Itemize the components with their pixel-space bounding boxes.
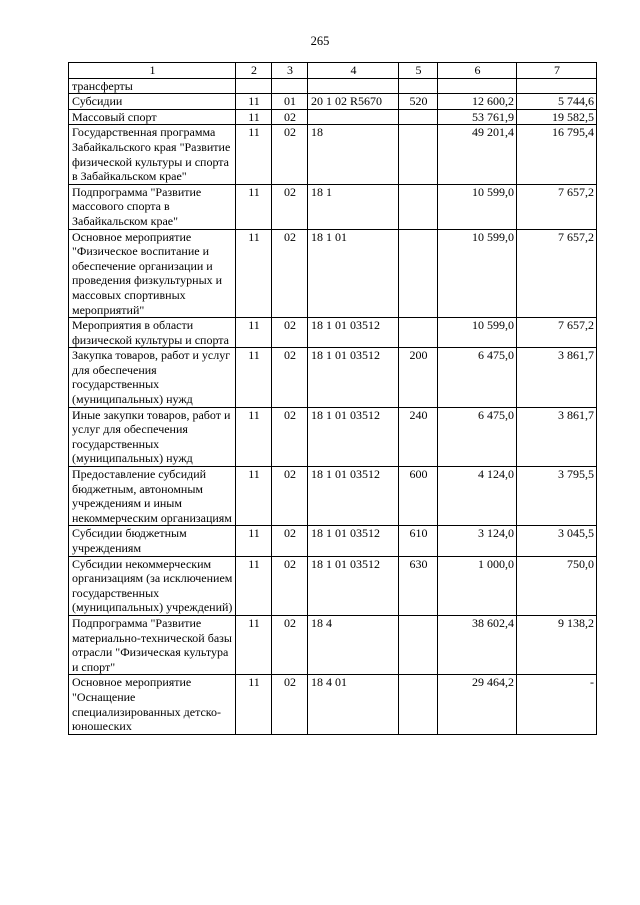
row-section: 11 [236,556,272,615]
row-subsection: 02 [272,467,308,526]
column-header: 2 [236,63,272,79]
row-section: 11 [236,94,272,110]
table-row [69,184,597,229]
row-name: Массовый спорт [69,109,236,125]
row-amount-col6: 6 475,0 [438,348,517,407]
row-amount-col7: 19 582,5 [517,109,597,125]
row-section: 11 [236,526,272,556]
row-amount-col6: 29 464,2 [438,675,517,734]
row-amount-col7: 7 657,2 [517,318,597,348]
row-amount-col6: 38 602,4 [438,615,517,674]
row-expense-type [399,675,438,734]
column-header: 5 [399,63,438,79]
row-amount-col7: 3 795,5 [517,467,597,526]
row-amount-col6: 49 201,4 [438,125,517,184]
row-target-code: 18 1 01 03512 [308,526,399,556]
row-subsection: 01 [272,94,308,110]
row-subsection: 02 [272,526,308,556]
row-expense-type [399,184,438,229]
row-subsection: 02 [272,675,308,734]
row-name: Субсидии [69,94,236,110]
row-expense-type [399,318,438,348]
row-target-code: 18 1 [308,184,399,229]
row-target-code: 18 4 01 [308,675,399,734]
page-number: 265 [310,34,330,48]
row-amount-col6: 10 599,0 [438,318,517,348]
row-subsection: 02 [272,556,308,615]
row-section: 11 [236,675,272,734]
row-amount-col7: 3 861,7 [517,407,597,466]
row-expense-type [399,109,438,125]
table-row [69,318,597,348]
column-header: 3 [272,63,308,79]
row-amount-col7: 16 795,4 [517,125,597,184]
table-row [69,229,597,318]
row-subsection: 02 [272,318,308,348]
row-amount-col7 [517,78,597,94]
row-target-code: 18 1 01 03512 [308,348,399,407]
row-subsection: 02 [272,125,308,184]
row-name: Закупка товаров, работ и услуг для обеспечения государственных (муниципальных) нужд [69,348,236,407]
row-subsection [272,78,308,94]
row-name: Субсидии бюджетным учреждениям [69,526,236,556]
row-section: 11 [236,125,272,184]
row-expense-type: 630 [399,556,438,615]
row-expense-type: 200 [399,348,438,407]
row-subsection: 02 [272,407,308,466]
table-row [69,94,597,110]
row-amount-col6: 10 599,0 [438,229,517,318]
column-header: 7 [517,63,597,79]
row-expense-type: 600 [399,467,438,526]
table-row [69,109,597,125]
row-expense-type [399,229,438,318]
row-amount-col6 [438,78,517,94]
row-name: трансферты [69,78,236,94]
row-target-code: 20 1 02 R5670 [308,94,399,110]
row-amount-col7: 3 861,7 [517,348,597,407]
row-name: Основное мероприятие "Оснащение специализированных детско-юношеских [69,675,236,734]
row-name: Государственная программа Забайкальского края "Развитие физической культуры и спорта в Забайкальском крае" [69,125,236,184]
row-amount-col7: 5 744,6 [517,94,597,110]
row-name: Основное мероприятие "Физическое воспитание и обеспечение организации и проведения физкультурных и массовых спортивных мероприятий" [69,229,236,318]
column-header: 6 [438,63,517,79]
row-name: Иные закупки товаров, работ и услуг для обеспечения государственных (муниципальных) нужд [69,407,236,466]
row-amount-col6: 10 599,0 [438,184,517,229]
row-name: Субсидии некоммерческим организациям (за исключением государственных (муниципальных) учреждений) [69,556,236,615]
row-target-code: 18 1 01 [308,229,399,318]
row-amount-col6: 6 475,0 [438,407,517,466]
row-name: Подпрограмма "Развитие массового спорта в Забайкальском крае" [69,184,236,229]
table-row [69,78,597,94]
row-subsection: 02 [272,229,308,318]
row-expense-type [399,615,438,674]
table-row [69,125,597,184]
row-amount-col6: 1 000,0 [438,556,517,615]
row-name: Мероприятия в области физической культуры и спорта [69,318,236,348]
row-target-code: 18 1 01 03512 [308,407,399,466]
row-section: 11 [236,109,272,125]
row-amount-col7: 7 657,2 [517,229,597,318]
row-target-code: 18 [308,125,399,184]
row-subsection: 02 [272,348,308,407]
row-amount-col6: 4 124,0 [438,467,517,526]
row-target-code [308,109,399,125]
row-section: 11 [236,348,272,407]
row-section: 11 [236,184,272,229]
row-target-code [308,78,399,94]
table-row [69,675,597,734]
row-section: 11 [236,467,272,526]
row-section: 11 [236,318,272,348]
row-name: Подпрограмма "Развитие материально-технической базы отрасли "Физическая культура и спорт" [69,615,236,674]
header-row [69,63,597,79]
row-section [236,78,272,94]
row-amount-col7: 7 657,2 [517,184,597,229]
row-expense-type: 520 [399,94,438,110]
row-target-code: 18 1 01 03512 [308,556,399,615]
row-target-code: 18 1 01 03512 [308,467,399,526]
row-section: 11 [236,407,272,466]
row-expense-type: 240 [399,407,438,466]
row-expense-type [399,78,438,94]
row-amount-col6: 12 600,2 [438,94,517,110]
row-section: 11 [236,229,272,318]
row-subsection: 02 [272,184,308,229]
row-amount-col7: - [517,675,597,734]
row-target-code: 18 1 01 03512 [308,318,399,348]
row-amount-col6: 53 761,9 [438,109,517,125]
column-header: 4 [308,63,399,79]
table-row [69,615,597,674]
row-subsection: 02 [272,615,308,674]
budget-table [68,62,597,735]
table-row [69,526,597,556]
column-header: 1 [69,63,236,79]
table-row [69,556,597,615]
row-amount-col7: 750,0 [517,556,597,615]
table-row [69,348,597,407]
row-expense-type [399,125,438,184]
row-expense-type: 610 [399,526,438,556]
row-name: Предоставление субсидий бюджетным, автономным учреждениям и иным некоммерческим организациям [69,467,236,526]
row-amount-col7: 3 045,5 [517,526,597,556]
table-row [69,467,597,526]
table-row [69,407,597,466]
row-subsection: 02 [272,109,308,125]
row-amount-col7: 9 138,2 [517,615,597,674]
row-target-code: 18 4 [308,615,399,674]
row-section: 11 [236,615,272,674]
row-amount-col6: 3 124,0 [438,526,517,556]
